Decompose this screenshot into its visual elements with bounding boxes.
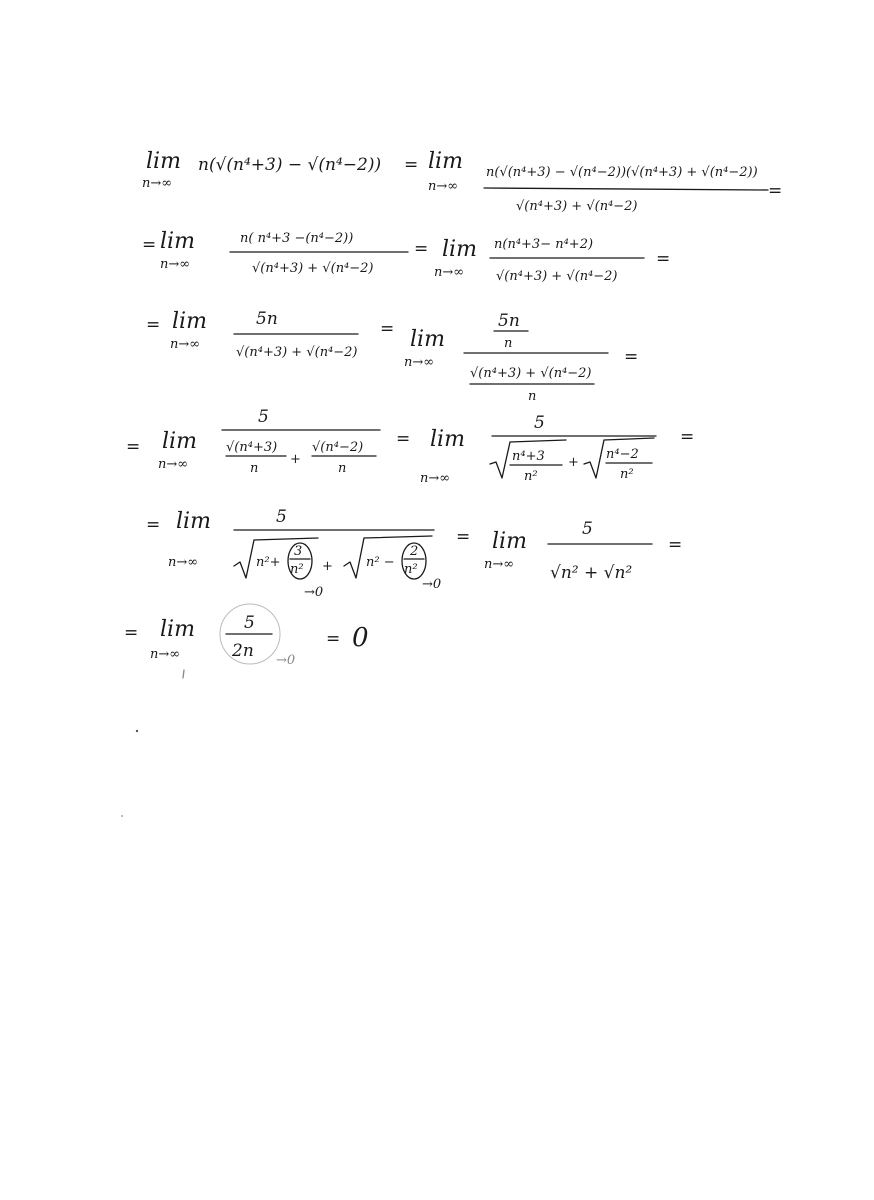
eq-2-end: = xyxy=(656,249,671,269)
l5-frac2-num: 2 xyxy=(410,544,419,559)
l4-den-b-denom1: n² xyxy=(524,469,538,484)
eq-5b: = xyxy=(456,527,471,547)
stray-mark-1 xyxy=(183,670,184,678)
limit-sub-6: n→∞ xyxy=(150,647,181,662)
l5-root1-base: n²+ xyxy=(256,555,281,570)
limit-sub-4b: n→∞ xyxy=(420,471,451,486)
l6-arrow-zero: →0 xyxy=(276,653,296,668)
stray-dot-2 xyxy=(121,815,123,817)
l4-den-b-term1: n⁴+3 xyxy=(512,449,545,464)
lim-2a: lim xyxy=(160,229,195,254)
l4-den-a-term2: √(n⁴−2) xyxy=(312,440,364,455)
limit-sub-3a: n→∞ xyxy=(170,337,201,352)
lim-3b: lim xyxy=(410,327,445,352)
l4-numerator-a: 5 xyxy=(258,407,269,427)
l4-den-a-denom2: n xyxy=(338,461,347,476)
limit-sub-1a: n→∞ xyxy=(142,176,173,191)
l4-den-a-term1: √(n⁴+3) xyxy=(226,440,278,455)
l6-denominator: 2n xyxy=(232,641,254,661)
stray-dot-1 xyxy=(136,730,138,732)
l3-den-b-bottom: n xyxy=(528,389,537,404)
l4-den-b-denom2: n² xyxy=(620,467,634,482)
l5-frac1-num: 3 xyxy=(294,544,303,559)
lim-4a: lim xyxy=(162,429,197,454)
l3-den-b-top: √(n⁴+3) + √(n⁴−2) xyxy=(470,366,592,381)
limit-sub-4a: n→∞ xyxy=(158,457,189,472)
eq-5-end: = xyxy=(668,535,683,555)
l1-denominator: √(n⁴+3) + √(n⁴−2) xyxy=(516,199,638,214)
limit-sub-2a: n→∞ xyxy=(160,257,191,272)
eq-2: = xyxy=(142,235,157,255)
lim-4b: lim xyxy=(430,427,465,452)
l2-numerator-a: n( n⁴+3 −(n⁴−2)) xyxy=(240,231,354,246)
l5-frac1-den: n² xyxy=(290,562,304,577)
l5-denominator-b: √n² + √n² xyxy=(550,563,633,583)
eq-3: = xyxy=(146,315,161,335)
limit-sub-1b: n→∞ xyxy=(428,179,459,194)
limit-sub-5b: n→∞ xyxy=(484,557,515,572)
eq-6: = xyxy=(124,623,139,643)
l5-numerator-b: 5 xyxy=(582,519,593,539)
limit-sub-5a: n→∞ xyxy=(168,555,199,570)
l4-den-a-denom1: n xyxy=(250,461,259,476)
eq-1-end: = xyxy=(768,181,783,201)
l1-fraction-bar xyxy=(484,188,768,190)
l5-root2-base: n² − xyxy=(366,555,395,570)
final-result: 0 xyxy=(352,623,369,653)
lim-6: lim xyxy=(160,617,195,642)
l1-numerator: n(√(n⁴+3) − √(n⁴−2))(√(n⁴+3) + √(n⁴−2)) xyxy=(486,165,758,180)
eq-4b: = xyxy=(396,429,411,449)
l5-arrow-zero-b: →0 xyxy=(422,577,442,592)
l4-plus-b: + xyxy=(568,455,579,470)
l4-numerator-b: 5 xyxy=(534,413,545,433)
l5-arrow-zero-a: →0 xyxy=(304,585,324,600)
eq-3-end: = xyxy=(624,347,639,367)
lim-2b: lim xyxy=(442,237,477,262)
l3-num-b-bottom: n xyxy=(504,336,513,351)
l3-numerator-a: 5n xyxy=(256,309,278,329)
eq-3b: = xyxy=(380,319,395,339)
l2-numerator-b: n(n⁴+3− n⁴+2) xyxy=(494,237,594,252)
eq-4-end: = xyxy=(680,427,695,447)
l5-numerator-a: 5 xyxy=(276,507,287,527)
eq-5: = xyxy=(146,515,161,535)
l5-plus-a: + xyxy=(322,559,333,574)
l3-denominator-a: √(n⁴+3) + √(n⁴−2) xyxy=(236,345,358,360)
lim-5a: lim xyxy=(176,509,211,534)
l4-plus-a: + xyxy=(290,452,301,467)
l3-num-b-top: 5n xyxy=(498,311,520,331)
eq-1: = xyxy=(404,155,419,175)
lim-3a: lim xyxy=(172,309,207,334)
eq-6b: = xyxy=(326,629,341,649)
eq-2b: = xyxy=(414,239,429,259)
l6-numerator: 5 xyxy=(244,613,255,633)
limit-sub-2b: n→∞ xyxy=(434,265,465,280)
l4-den-b-term2: n⁴−2 xyxy=(606,447,639,462)
lim-5b: lim xyxy=(492,529,527,554)
eq-4: = xyxy=(126,437,141,457)
limit-sub-3b: n→∞ xyxy=(404,355,435,370)
l5-frac2-den: n² xyxy=(404,562,418,577)
lim-1a: lim xyxy=(146,149,181,174)
l2-denominator-b: √(n⁴+3) + √(n⁴−2) xyxy=(496,269,618,284)
lim-1b: lim xyxy=(428,149,463,174)
l2-denominator-a: √(n⁴+3) + √(n⁴−2) xyxy=(252,261,374,276)
l1-lhs-expression: n(√(n⁴+3) − √(n⁴−2)) xyxy=(198,155,382,175)
